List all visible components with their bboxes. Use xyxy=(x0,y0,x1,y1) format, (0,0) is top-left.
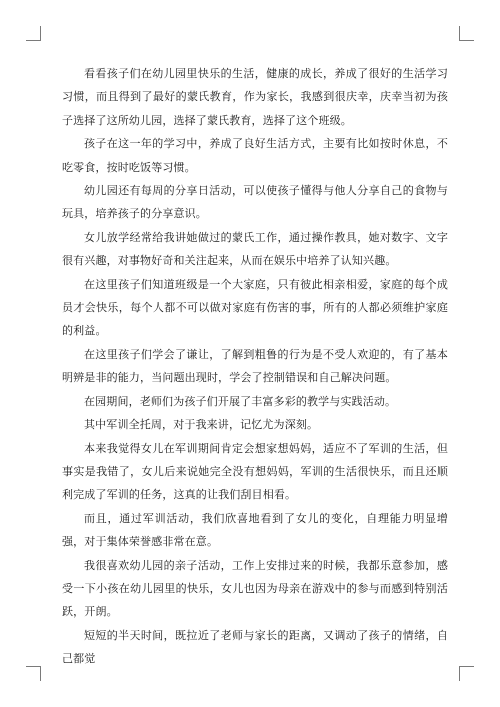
paragraph: 孩子在这一年的学习中，养成了良好生活方式，主要有比如按时休息，不吃零食，按时吃饭等习惯。 xyxy=(62,137,448,174)
paragraph: 短短的半天时间，既拉近了老师与家长的距离，又调动了孩子的情绪，自己都觉 xyxy=(62,628,448,666)
paragraph: 而且，通过军训活动，我们欣喜地看到了女儿的变化，自理能力明显增强，对于集体荣誉感非常在意。 xyxy=(62,511,448,549)
paragraph: 在这里孩子们学会了谦让，了解到粗鲁的行为是不受人欢迎的，有了基本明辨是非的能力，当问题出现时，学会了控制错误和自己解决问题。 xyxy=(62,347,448,385)
paragraph: 在这里孩子们知道班级是一个大家庭，只有彼此相亲相爱，家庭的每个成员才会快乐，每个人都不可以做对家庭有伤害的事，所有的人都必须维护家庭的利益。 xyxy=(62,277,448,338)
document-body xyxy=(62,62,448,671)
corner-mark-bottom-right xyxy=(459,666,474,681)
paragraph: 在园期间，老师们为孩子们开展了丰富多彩的教学与实践活动。 xyxy=(84,394,397,408)
paragraph: 其中军训全托周，对于我来讲，记忆尤为深刻。 xyxy=(84,418,319,432)
corner-mark-bottom-left xyxy=(26,666,41,681)
paragraph: 看看孩子们在幼儿园里快乐的生活，健康的成长，养成了很好的生活学习习惯，而且得到了最好的蒙氏教育，作为家长，我感到很庆幸，庆幸当初为孩子选择了这所幼儿园，选择了蒙氏教育，选择了这个班级。 xyxy=(62,67,448,127)
paragraph: 本来我觉得女儿在军训期间肯定会想家想妈妈，适应不了军训的生活，但事实是我错了，女儿后来说她完全没有想妈妈，军训的生活很快乐，而且还顺利完成了军训的任务，这真的让我们刮目相看。 xyxy=(62,441,448,502)
paragraph: 女儿放学经常给我讲她做过的蒙氏工作，通过操作教具，她对数字、文字很有兴趣，对事物好奇和关注起来，从而在娱乐中培养了认知兴趣。 xyxy=(62,230,448,268)
paragraph: 幼儿园还有每周的分享日活动，可以使孩子懂得与他人分享自己的食物与玩具，培养孩子的分享意识。 xyxy=(62,184,448,221)
paragraph: 我很喜欢幼儿园的亲子活动，工作上安排过来的时候，我都乐意参加，感受一下小孩在幼儿园里的快乐，女儿也因为母亲在游戏中的参与而感到特别活跃，开朗。 xyxy=(62,558,448,619)
corner-mark-top-left xyxy=(26,26,41,41)
corner-mark-top-right xyxy=(459,26,474,41)
